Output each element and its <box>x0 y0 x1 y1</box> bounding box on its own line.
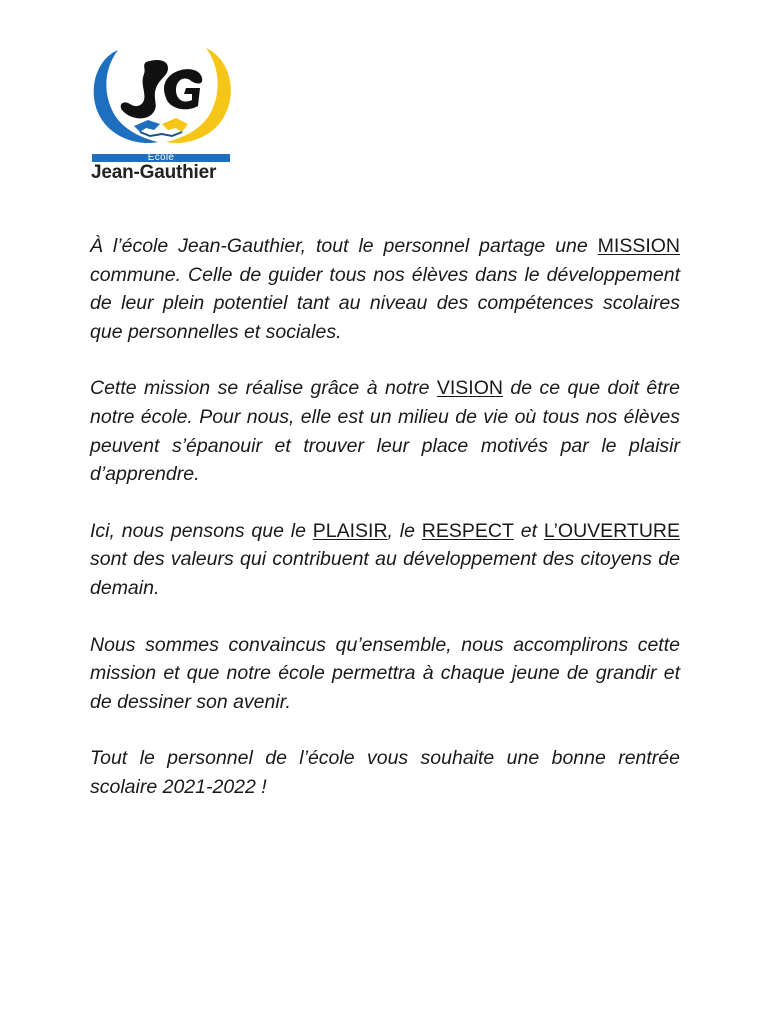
keyword-plaisir: PLAISIR <box>312 519 388 542</box>
p2-text-after: de ce que doit être notre école. Pour nous, elle est un milieu de vie où tous nos élèves peuvent s’épanouir et trouver leur place motivés par le plaisir d’apprendre. <box>90 377 680 486</box>
logo-handshake-blue <box>134 120 160 132</box>
paragraph-values <box>90 517 680 603</box>
keyword-vision: VISION <box>436 377 503 400</box>
paragraph-rentree: Tout le personnel de l’école vous souhaite une bonne rentrée scolaire 2021-2022 ! <box>90 747 680 798</box>
logo-ecole-label: École <box>147 152 175 163</box>
p1-text-after: commune. Celle de guider tous nos élèves dans le développement de leur plein potentiel tant au niveau des compétences scolaires que personnelles et sociales. <box>90 263 680 343</box>
logo-school-name: Jean-Gauthier <box>91 162 217 183</box>
logo-monogram-j <box>121 60 168 118</box>
keyword-mission: MISSION <box>597 235 680 257</box>
logo-emblem <box>88 44 238 156</box>
keyword-respect: RESPECT <box>421 519 514 542</box>
p1-text-before: À l’école Jean-Gauthier, tout le personnel partage une <box>90 235 598 257</box>
paragraph-mission <box>90 232 680 346</box>
p3-text-after: sont des valeurs qui contribuent au développement des citoyens de demain. <box>90 548 680 599</box>
logo-handshake-yellow <box>162 118 188 132</box>
logo-monogram-g <box>164 69 202 109</box>
p3-text-before: Ici, nous pensons que le <box>90 519 313 542</box>
paragraph-vision <box>90 374 680 488</box>
p2-text-before: Cette mission se réalise grâce à notre <box>90 377 437 400</box>
logo-handshake-outline <box>140 132 182 136</box>
paragraph-convaincus: Nous sommes convaincus qu’ensemble, nous accomplirons cette mission et que notre école permettra à chaque jeune de grandir et de dessiner son avenir. <box>90 633 680 713</box>
school-logo <box>88 44 238 186</box>
message-body <box>90 232 680 830</box>
keyword-ouverture: L’OUVERTURE <box>543 519 680 542</box>
p3-text-mid2: et <box>513 519 544 542</box>
p3-text-mid1: , le <box>387 519 422 542</box>
